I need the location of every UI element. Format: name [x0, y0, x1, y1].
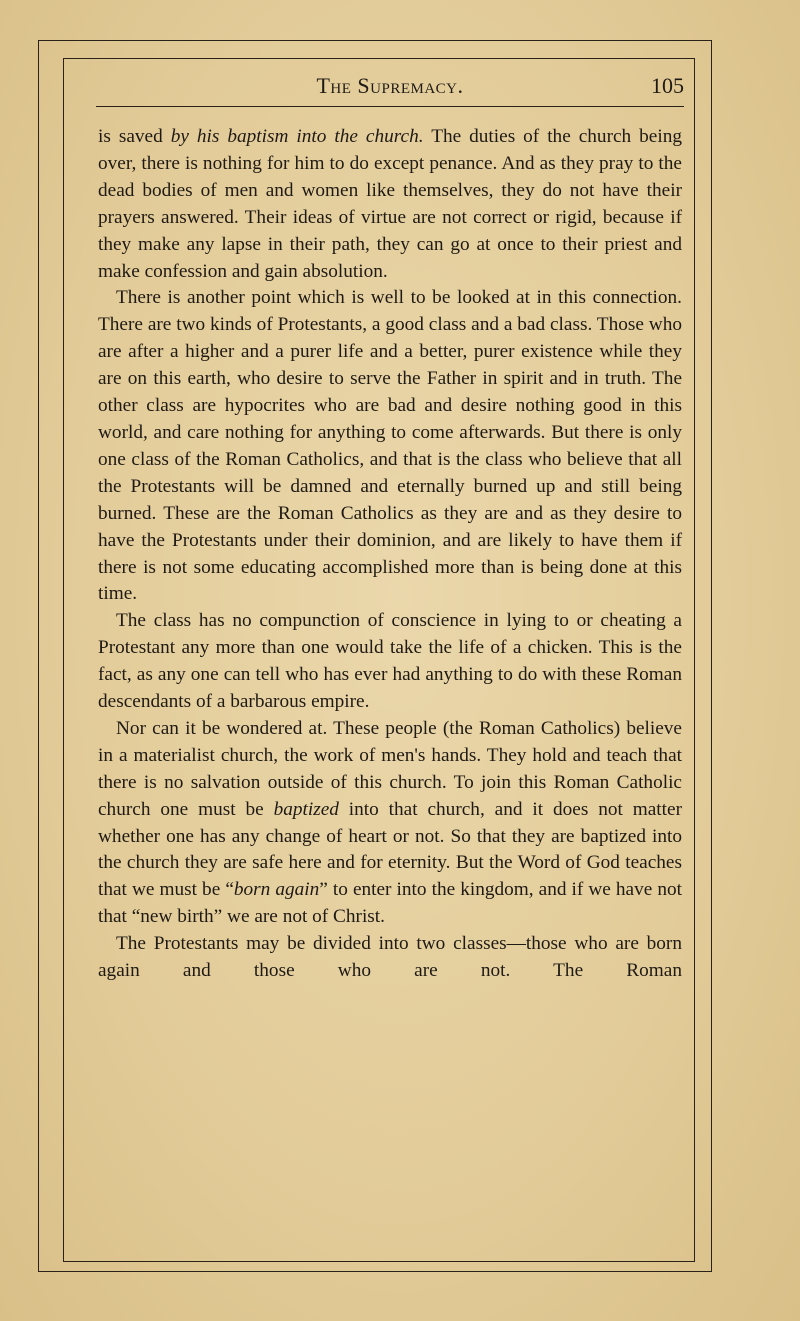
- italic-run: by his baptism into the church.: [170, 126, 424, 147]
- page-number: 105: [651, 73, 684, 98]
- paragraph: [98, 285, 682, 608]
- body-text: [98, 124, 682, 985]
- paragraph: [98, 608, 682, 716]
- text-run: ” to enter into the kingdom, and if we have not that “new birth” we are not of Christ.: [98, 879, 682, 928]
- text-run: The class has no compunction of conscience in lying to or cheating a Protestant any more than one would take the life of a chicken. This is the fact, as any one can tell who has ever had anything to do with these Roman descendants of a barbarous empire.: [98, 610, 682, 713]
- text-run: is saved: [98, 126, 171, 147]
- text-run: There is another point which is well to be looked at in this connection. There are two kinds of Protestants, a good class and a bad class. Those who are after a higher and a purer life and a better, purer existence while they are on this earth, who desire to serve the Father in spirit and in truth. The other class are hypocrites who are bad and desire nothing good in this world, and care nothing for anything to come afterwards. But there is only one class of the Roman Catholics, and that is the class who believe that all the Protestants will be damned and eternally burned up and still being burned. These are the Roman Catholics as they are and as they desire to have the Protestants under their dominion, and are likely to have them if there is not some educating accomplished more than is being done at this time.: [98, 287, 682, 605]
- header-rule: [96, 106, 684, 107]
- page-header: [96, 73, 684, 113]
- text-run: Nor can it be wondered at. These people (the Roman Catholics) believe in a materialist church, the work of men's hands. They hold and teach that there is no salvation outside of this church. To join this Roman Catholic church one must be: [98, 717, 682, 820]
- italic-run: born again: [233, 879, 320, 901]
- italic-run: baptized: [273, 798, 339, 820]
- text-run: The Protestants may be divided into two classes—those who are born again and those who are not. The Roman: [98, 933, 682, 982]
- paragraph: [98, 716, 682, 931]
- text-run: into that church, and it does not matter whether one has any change of heart or not. So that they are baptized into the church they are safe here and for eternity. But the Word of God teaches that we must be “: [98, 798, 682, 901]
- paragraph: [98, 124, 682, 285]
- running-title: The Supremacy.: [316, 73, 464, 98]
- paragraph: [98, 931, 682, 985]
- text-run: The duties of the church being over, there is nothing for him to do except penance. And as they pray to the dead bodies of men and women like themselves, they do not have their prayers answered. Their ideas of virtue are not correct or rigid, because if they make any lapse in their path, they can go at once to their priest and make confession and gain absolution.: [98, 126, 683, 282]
